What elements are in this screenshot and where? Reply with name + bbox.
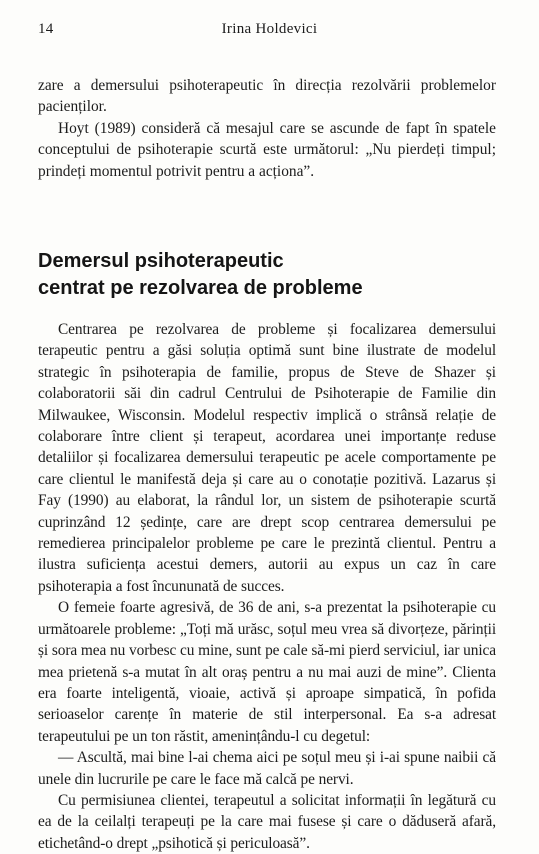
paragraph: O femeie foarte agresivă, de 36 de ani, s-a prezentat la psihoterapie cu următoarele probleme: „Toți mă urăsc, soțul meu vrea să divorțeze, părinții și sora mea nu vorbesc cu mine, sunt pe cale să-mi pierd serviciul, iar unica mea prietenă s-a mutat în alt oraș pentru a nu mai auzi de mine”. Clienta era foarte inteligentă, vioaie, activă și aproape simpatică, în pofida serioaselor carențe în materie de stil interpersonal. Ea s-a adresat terapeutului pe un ton răstit, amenințându-l cu degetul: — [38, 599, 496, 745]
page-number: 14 — [38, 21, 54, 37]
paragraph: Cu permisiunea clientei, terapeutul a solicitat informații în legătură cu ea de la ceilalți terapeuți pe la care mai fusese și care o dăduseră afară, etichetând-o drept „psihotică și periculoasă”. — [38, 791, 496, 852]
paragraph: Hoyt (1989) consideră că mesajul care se ascunde de fapt în spatele conceptului de psihoterapie scurtă este următorul: „Nu pierdeți timpul; prindeți momentul potrivit pentru a acționa”. — [38, 119, 496, 180]
section-heading-line: centrat pe rezolvarea de probleme — [38, 277, 363, 299]
section-heading — [38, 248, 508, 302]
paragraph: Centrarea pe rezolvarea de probleme și focalizarea demersului terapeutic pentru a găsi soluția optimă sunt bine ilustrate de modelul strategic în psihoterapia de familie, propus de Steve de Shazer și colaboratorii săi din cadrul Centrului de Psihoterapie de Familie din Milwaukee, Wisconsin. Modelul respectiv implică o strânsă relație de colaborare între client și terapeut, acordarea unei importanțe reduse detaliilor și focalizarea demersului terapeutic pe acele comportamente pe care clientul le manifestă deja și care au o conotație pozitivă. Lazarus și Fay (1990) au elaborat, la rândul lor, un sistem de psihoterapie scurtă cuprinzând 12 ședințe, care are drept scop centrarea demersului pe remedierea principalelor probleme pe care le prezintă clientul. Pentru a ilustra suficiența acestui demers, autorii au expus un caz în care psihoterapia a fost încununată de succes. — [38, 321, 496, 595]
dialogue-paragraph: — Ascultă, mai bine l-ai chema aici pe soțul meu și i-ai spune naibii că unele din lucrurile pe care le face mă calcă pe nervi. — [38, 749, 496, 788]
section-heading-line: Demersul psihoterapeutic — [38, 250, 284, 272]
body-text-block — [38, 319, 496, 854]
paragraph: zare a demersului psihoterapeutic în direcția rezolvării problemelor pacienților. — [38, 77, 496, 116]
top-text-block — [38, 75, 496, 182]
running-head: Irina Holdevici — [221, 21, 318, 37]
